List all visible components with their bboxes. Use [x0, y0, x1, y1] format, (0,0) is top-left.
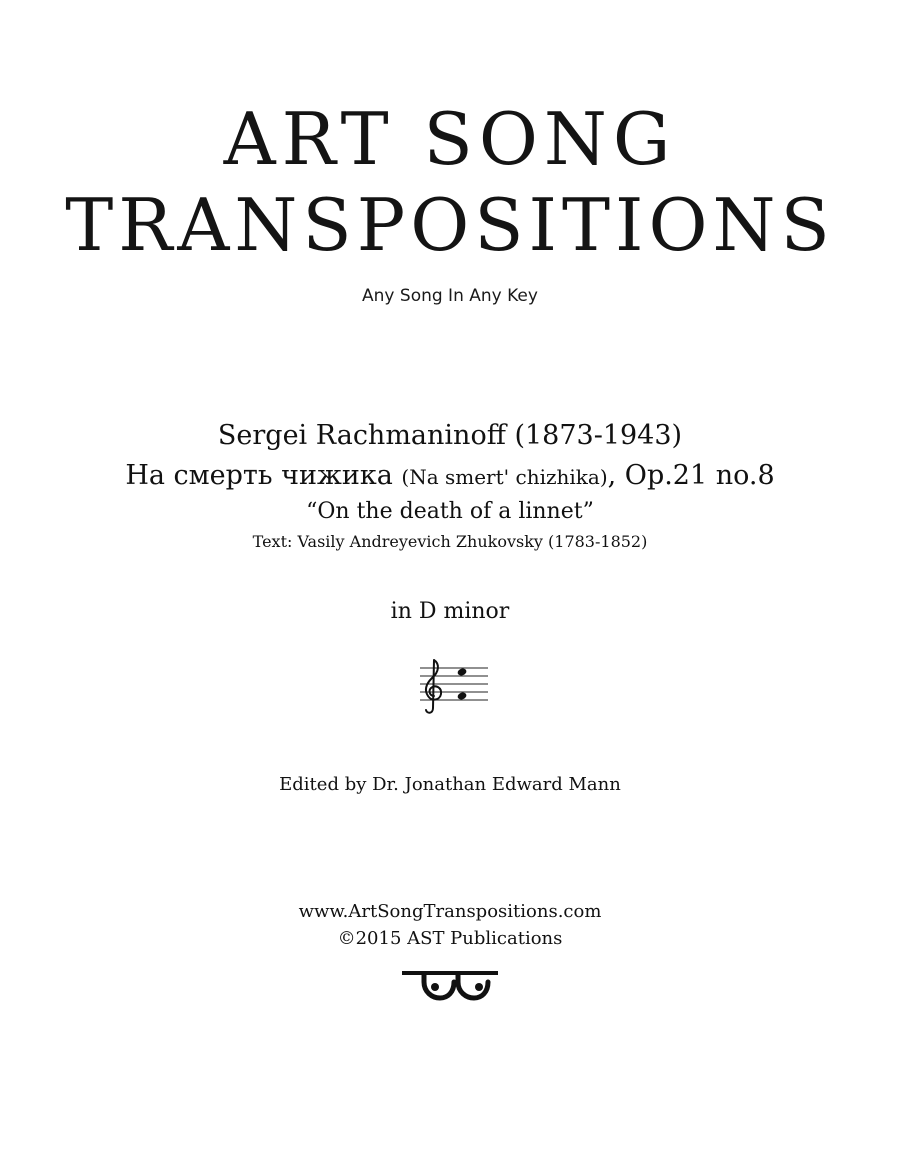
ast-logo-icon	[400, 968, 500, 1004]
song-title-english: “On the death of a linnet”	[306, 499, 594, 524]
text-credit: Text: Vasily Andreyevich Zhukovsky (1783-1852)	[252, 532, 648, 551]
song-title-cyrillic: На смерть чижика	[125, 460, 393, 491]
publisher-copyright: ©2015 AST Publications	[337, 928, 563, 949]
editor-credit: Edited by Dr. Jonathan Edward Mann	[279, 774, 621, 795]
song-opus: , Op.21 no.8	[607, 460, 775, 491]
treble-clef-staff-icon	[416, 656, 492, 720]
composer-line: Sergei Rachmaninoff (1873-1943)	[217, 420, 683, 451]
song-key: in D minor	[390, 599, 510, 624]
brand-title-line-1: ART SONG	[223, 97, 677, 181]
brand-tagline: Any Song In Any Key	[362, 286, 538, 306]
song-title-line	[0, 458, 900, 495]
song-title-transliteration: (Na smert' chizhika)	[401, 465, 608, 489]
brand-title-line-2: TRANSPOSITIONS	[65, 183, 835, 267]
publisher-website: www.ArtSongTranspositions.com	[298, 901, 602, 922]
